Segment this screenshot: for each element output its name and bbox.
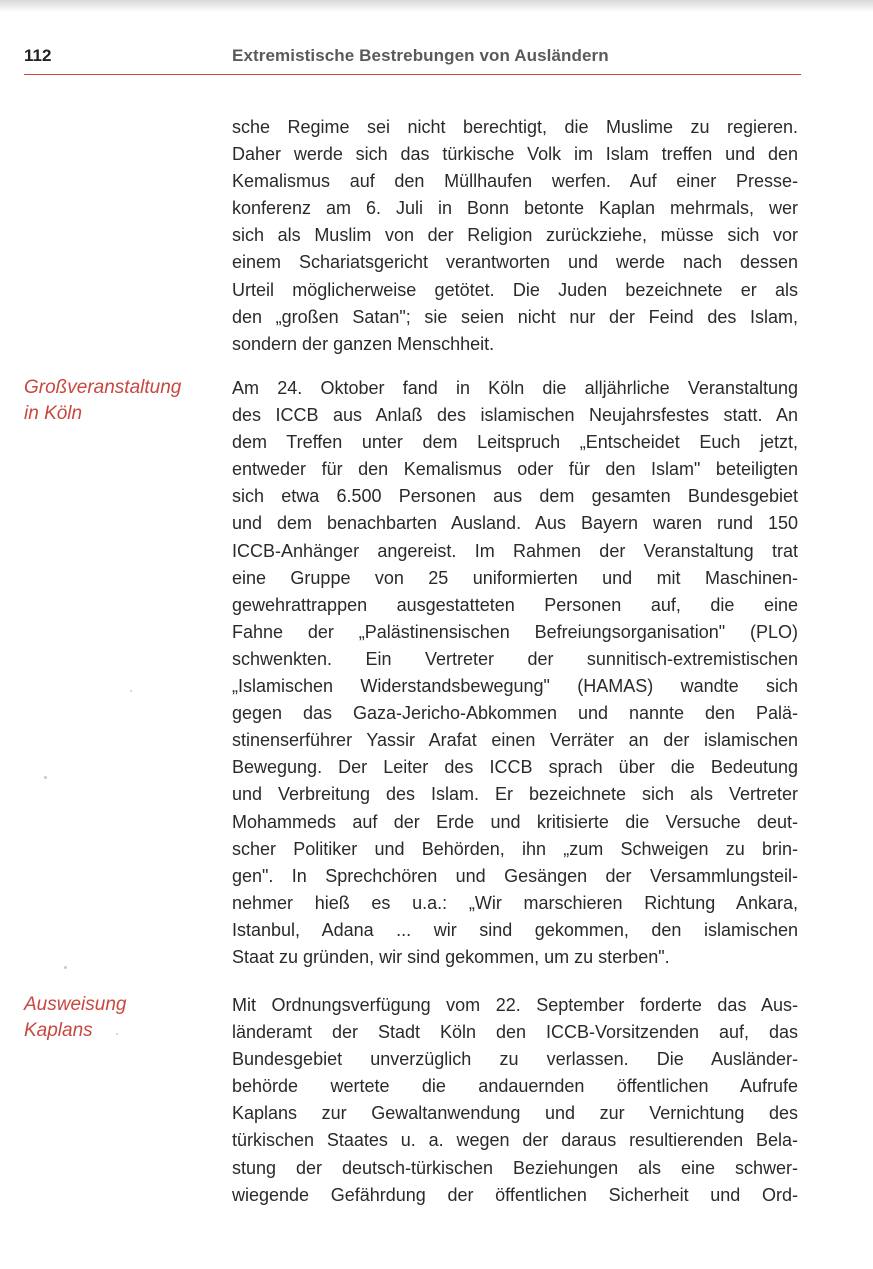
text-line: Bewegung. Der Leiter des ICCB sprach über die Bedeutung [232, 757, 798, 778]
text-line: den „großen Satan"; sie seien nicht nur der Feind des Islam, [232, 306, 798, 327]
text-line: Bundesgebiet unverzüglich zu verlassen. Die Ausländer- [232, 1049, 798, 1070]
text-line: sche Regime sei nicht berechtigt, die Muslime zu regieren. [232, 117, 798, 137]
running-head: Extremistische Bestrebungen von Ausländern [232, 46, 609, 65]
text-line: gegen das Gaza-Jericho-Abkommen und nannte den Palä- [232, 703, 798, 724]
text-line: Istanbul, Adana ... wir sind gekommen, den islamischen [232, 919, 798, 940]
text-line: ICCB-Anhänger angereist. Im Rahmen der Veranstaltung trat [232, 540, 798, 561]
margin-note-line: Kaplans [24, 1020, 93, 1041]
text-line: dem Treffen unter dem Leitspruch „Entscheidet Euch jetzt, [232, 432, 798, 453]
text-line: konferenz am 6. Juli in Bonn betonte Kaplan mehrmals, wer [232, 198, 798, 219]
text-line: stinenserführer Yassir Arafat einen Verräter an der islamischen [232, 730, 798, 751]
page-number: 112 [24, 46, 52, 65]
text-line: gewehrattrappen ausgestatteten Personen auf, die eine [232, 594, 798, 615]
text-line: Kemalismus auf den Müllhaufen werfen. Auf einer Presse- [232, 171, 798, 192]
text-line: des ICCB aus Anlaß des islamischen Neujahrsfestes statt. An [232, 405, 798, 426]
paragraph-2 [232, 375, 798, 971]
text-line: und Verbreitung des Islam. Er bezeichnete sich als Vertreter [232, 784, 798, 805]
text-line: Kaplans zur Gewaltanwendung und zur Vernichtung des [232, 1103, 798, 1124]
text-line: sondern der ganzen Menschheit. [232, 333, 495, 354]
text-line: „Islamischen Widerstandsbewegung" (HAMAS) wandte sich [232, 676, 798, 697]
margin-note-ausweisung [24, 992, 214, 1044]
text-line: Mohammeds auf der Erde und kritisierte die Versuche deut- [232, 811, 798, 832]
scan-speck [64, 966, 67, 969]
text-line: scher Politiker und Behörden, ihn „zum Schweigen zu brin- [232, 838, 798, 859]
scan-speck [116, 1033, 118, 1035]
page-header [24, 40, 801, 75]
text-line: türkischen Staates u. a. wegen der daraus resultierenden Bela- [232, 1130, 798, 1151]
text-line: Mit Ordnungsverfügung vom 22. September forderte das Aus- [232, 995, 798, 1015]
text-line: und dem benachbarten Ausland. Aus Bayern waren rund 150 [232, 513, 798, 534]
text-line: Fahne der „Palästinensischen Befreiungsorganisation" (PLO) [232, 621, 798, 642]
paragraph-1 [232, 114, 798, 358]
text-line: stung der deutsch-türkischen Beziehungen als eine schwer- [232, 1157, 798, 1178]
text-line: eine Gruppe von 25 uniformierten und mit Maschinen- [232, 567, 798, 588]
margin-note-line: Großveranstaltung [24, 377, 182, 398]
text-line: behörde wertete die andauernden öffentlichen Aufrufe [232, 1076, 798, 1097]
text-line: einem Schariatsgericht verantworten und werde nach dessen [232, 252, 798, 273]
text-line: sich etwa 6.500 Personen aus dem gesamten Bundesgebiet [232, 486, 798, 507]
text-line: Daher werde sich das türkische Volk im Islam treffen und den [232, 144, 798, 165]
margin-note-line: Ausweisung [24, 994, 127, 1015]
text-line: gen". In Sprechchören und Gesängen der Versammlungsteil- [232, 865, 798, 886]
text-line: Am 24. Oktober fand in Köln die alljährliche Veranstaltung [232, 378, 798, 398]
scan-edge-shadow [0, 0, 873, 12]
text-line: länderamt der Stadt Köln den ICCB-Vorsitzenden auf, das [232, 1022, 798, 1043]
text-line: entweder für den Kemalismus oder für den Islam" beteiligten [232, 459, 798, 480]
text-line: nehmer hieß es u.a.: „Wir marschieren Richtung Ankara, [232, 892, 798, 913]
text-line: schwenkten. Ein Vertreter der sunnitisch-extremistischen [232, 648, 798, 669]
scan-speck [44, 776, 47, 779]
margin-note-grossveranstaltung [24, 375, 214, 427]
text-line: Urteil möglicherweise getötet. Die Juden bezeichnete er als [232, 279, 798, 300]
text-line: sich als Muslim von der Religion zurückziehe, müsse sich vor [232, 225, 798, 246]
scan-speck [130, 690, 132, 692]
text-line: Staat zu gründen, wir sind gekommen, um zu sterben". [232, 946, 670, 967]
paragraph-3 [232, 992, 798, 1209]
text-line: wiegende Gefährdung der öffentlichen Sicherheit und Ord- [232, 1184, 798, 1205]
margin-note-line: in Köln [24, 403, 83, 424]
